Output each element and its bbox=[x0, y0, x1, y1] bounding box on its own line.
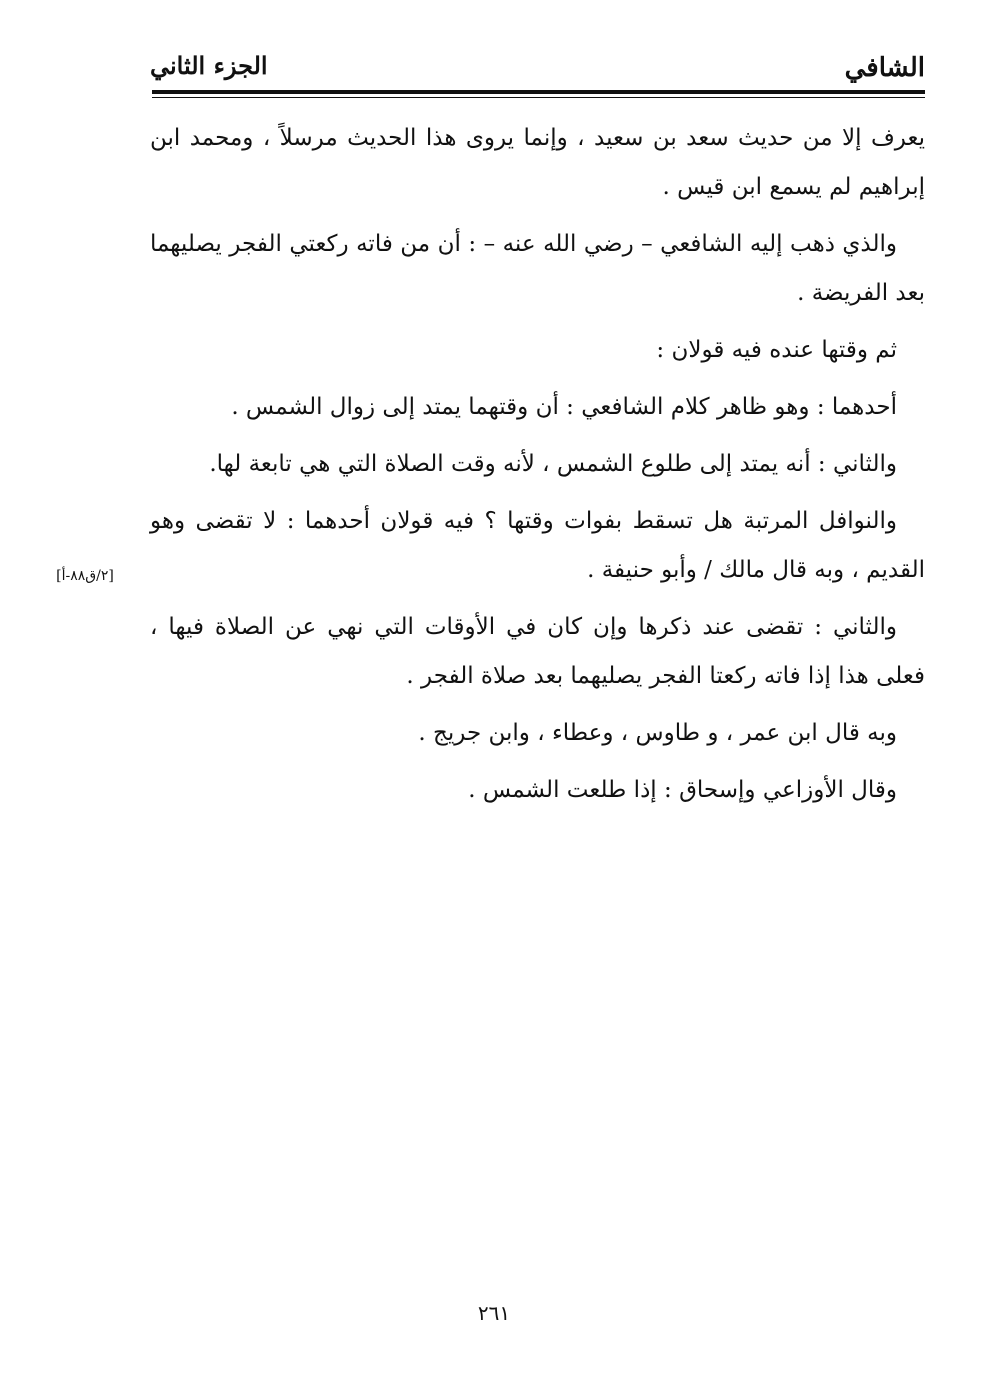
paragraph-1: يعرف إلا من حديث سعد بن سعيد ، وإنما يروى هذا الحديث مرسلاً ، ومحمد ابن إبراهيم لم يسمع ابن قيس . bbox=[150, 125, 925, 200]
body-text bbox=[150, 114, 925, 815]
paragraph-4: أحدهما : وهو ظاهر كلام الشافعي : أن وقتهما يمتد إلى زوال الشمس . bbox=[231, 394, 897, 420]
paragraph-9: وقال الأوزاعي وإسحاق : إذا طلعت الشمس . bbox=[468, 777, 897, 803]
paragraph-2: والذي ذهب إليه الشافعي – رضي الله عنه – : أن من فاته ركعتي الفجر يصليهما بعد الفريضة . bbox=[150, 231, 925, 306]
book-title: الشافي bbox=[844, 53, 925, 83]
paragraph-5: والثاني : أنه يمتد إلى طلوع الشمس ، لأنه وقت الصلاة التي هي تابعة لها. bbox=[209, 451, 897, 477]
page-number: ٢٦١ bbox=[477, 1301, 511, 1325]
paragraph-3: ثم وقتها عنده فيه قولان : bbox=[656, 337, 897, 363]
paragraph-6: والنوافل المرتبة هل تسقط بفوات وقتها ؟ فيه قولان أحدهما : لا تقضى وهو القديم ، وبه قال مالك / وأبو حنيفة . bbox=[150, 508, 925, 583]
header-rule-thin bbox=[152, 97, 925, 98]
paragraph-8: وبه قال ابن عمر ، و طاوس ، وعطاء ، وابن جريج . bbox=[418, 720, 897, 746]
header-rule-thick bbox=[152, 90, 925, 94]
part-label: الجزء الثاني bbox=[150, 51, 268, 80]
paragraph-7: والثاني : تقضى عند ذكرها وإن كان في الأوقات التي نهي عن الصلاة فيها ، فعلى هذا إذا فاته ركعتا الفجر يصليهما بعد صلاة الفجر . bbox=[150, 614, 925, 689]
manuscript-folio-note: [٢/ق٨٨-أ] bbox=[56, 568, 114, 584]
page-header bbox=[150, 44, 925, 88]
